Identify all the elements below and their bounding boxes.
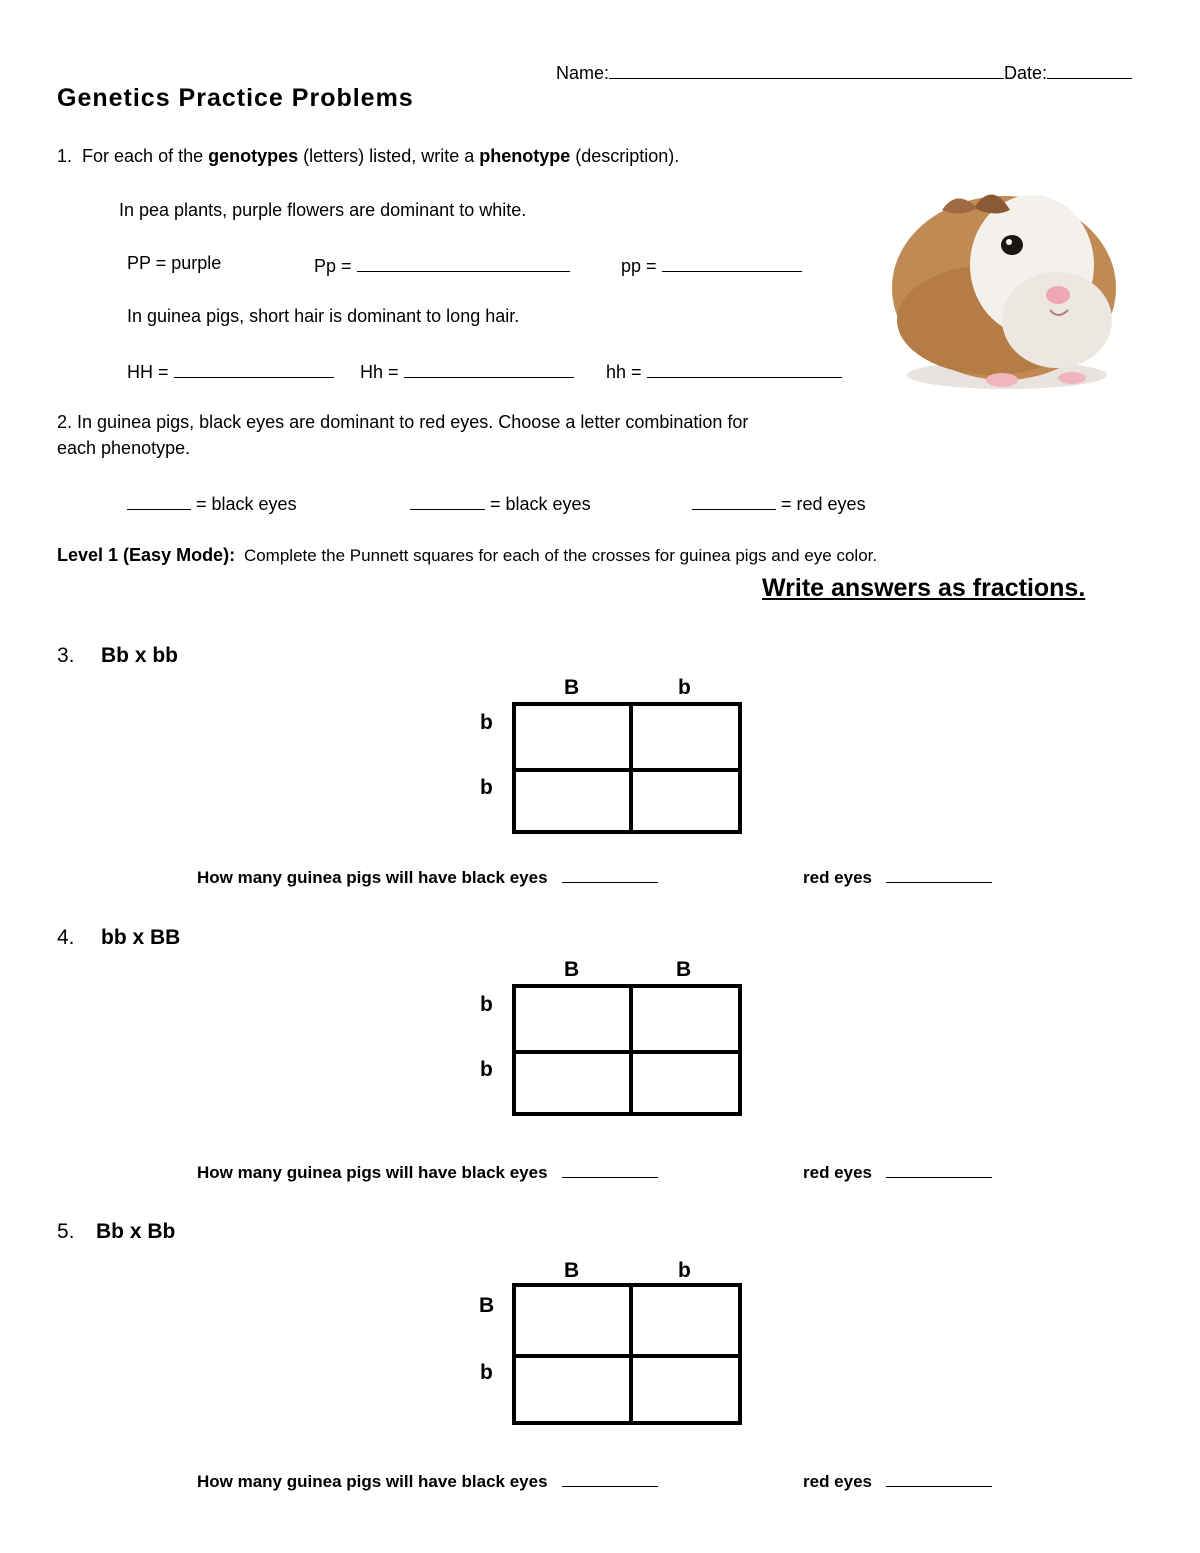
fraction-note: Write answers as fractions. bbox=[762, 574, 1086, 602]
guinea-hh[interactable]: hh = bbox=[606, 359, 842, 383]
pea-Pp[interactable]: Pp = bbox=[314, 253, 570, 277]
guinea-intro: In guinea pigs, short hair is dominant to long hair. bbox=[127, 306, 520, 326]
punnett-4-side-top: b bbox=[480, 993, 493, 1016]
pea-PP: PP = purple bbox=[127, 253, 222, 273]
question-2-prompt: 2. In guinea pigs, black eyes are dominant to red eyes. Choose a letter combination for bbox=[57, 412, 749, 432]
guinea-HH[interactable]: HH = bbox=[127, 359, 334, 383]
question-3-red-eyes[interactable]: red eyes bbox=[803, 864, 992, 888]
punnett-4-top-left: B bbox=[564, 958, 580, 981]
phenotype-blank-2[interactable]: = black eyes bbox=[410, 491, 591, 515]
pea-intro: In pea plants, purple flowers are dominant to white. bbox=[119, 200, 527, 220]
phenotype-blank-1[interactable]: = black eyes bbox=[127, 491, 297, 515]
punnett-5-side-top: B bbox=[479, 1294, 495, 1317]
punnett-5-side-bottom: b bbox=[480, 1361, 493, 1384]
guinea-Hh[interactable]: Hh = bbox=[360, 359, 574, 383]
question-4-red-eyes[interactable]: red eyes bbox=[803, 1159, 992, 1183]
punnett-5-top-left: B bbox=[564, 1259, 580, 1282]
question-3-black-eyes[interactable]: How many guinea pigs will have black eyes bbox=[197, 864, 658, 888]
date-label: Date: bbox=[1004, 63, 1048, 83]
punnett-3-side-top: b bbox=[480, 711, 493, 734]
punnett-square-3[interactable] bbox=[512, 702, 742, 834]
question-5-black-eyes[interactable]: How many guinea pigs will have black eyes bbox=[197, 1468, 658, 1492]
question-5-red-eyes[interactable]: red eyes bbox=[803, 1468, 992, 1492]
question-5-number: 5. bbox=[57, 1220, 75, 1243]
question-4-number: 4. bbox=[57, 926, 75, 949]
name-field[interactable] bbox=[556, 60, 1132, 84]
punnett-3-top-right: b bbox=[678, 676, 691, 699]
punnett-3-side-bottom: b bbox=[480, 776, 493, 799]
page-title: Genetics Practice Problems bbox=[57, 84, 414, 112]
punnett-4-side-bottom: b bbox=[480, 1058, 493, 1081]
question-4-black-eyes[interactable]: How many guinea pigs will have black eyes bbox=[197, 1159, 658, 1183]
name-label: Name: bbox=[556, 63, 610, 83]
level-1-instructions: Level 1 (Easy Mode): Complete the Punnett squares for each of the crosses for guinea pigs and eye color. bbox=[57, 545, 878, 565]
punnett-square-5[interactable] bbox=[512, 1283, 742, 1425]
question-3-number: 3. bbox=[57, 644, 75, 667]
question-3-cross: Bb x bb bbox=[101, 644, 178, 667]
punnett-5-top-right: b bbox=[678, 1259, 691, 1282]
question-4-cross: bb x BB bbox=[101, 926, 181, 949]
question-1-prompt: 1. For each of the genotypes (letters) listed, write a phenotype (description). bbox=[57, 146, 680, 166]
punnett-3-top-left: B bbox=[564, 676, 580, 699]
guinea-pig-image bbox=[882, 170, 1122, 398]
punnett-4-top-right: B bbox=[676, 958, 692, 981]
phenotype-blank-3[interactable]: = red eyes bbox=[692, 491, 866, 515]
punnett-square-4[interactable] bbox=[512, 984, 742, 1116]
question-5-cross: Bb x Bb bbox=[96, 1220, 176, 1243]
pea-pp[interactable]: pp = bbox=[621, 253, 802, 277]
question-2-prompt-cont: each phenotype. bbox=[57, 438, 191, 458]
